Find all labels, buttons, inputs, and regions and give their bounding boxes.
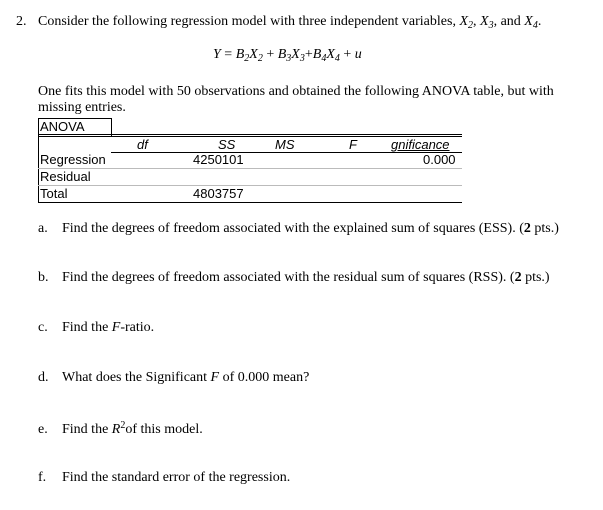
anova-bottom-rule [38, 202, 462, 203]
header-ms: MS [275, 137, 295, 152]
part-f: f. Find the standard error of the regression. [38, 470, 291, 485]
anova-title-top-border [38, 118, 111, 119]
intro-paragraph: One fits this model with 50 observations and obtained the following ANOVA table, but with missing entries. [38, 84, 554, 115]
header-significance: gnificance [391, 137, 450, 152]
part-d: d. What does the Significant F of 0.000 mean? [38, 370, 310, 385]
row-total-ss: 4803757 [193, 186, 244, 201]
row-total-label: Total [40, 186, 68, 201]
question-number: 2. [16, 14, 27, 29]
var-x2: $X_2$ [459, 14, 474, 31]
var-x4: $X_4$ [524, 14, 538, 31]
header-ss: SS [218, 137, 236, 152]
anova-row-rule-2 [38, 185, 462, 186]
row-regression-ss: 4250101 [193, 152, 244, 167]
row-residual-label: Residual [40, 169, 91, 184]
row-regression-label: Regression [40, 152, 106, 167]
question-intro: Consider the following regression model with three independent variables, $X_2$, $X_3$, and $X_4$. [38, 14, 542, 31]
header-df: df [137, 137, 148, 152]
anova-top-rule [38, 134, 462, 135]
anova-row-rule-1 [38, 168, 462, 169]
anova-left-border [38, 118, 39, 203]
anova-title-right-border [111, 118, 112, 136]
part-c: c. Find the F-ratio. [38, 320, 155, 335]
and-word: and [500, 14, 521, 29]
regression-equation: $Y = B_2X_2 + B_3X_3+B_4X_4 + u$ [213, 47, 362, 64]
part-a: a. Find the degrees of freedom associated with the explained sum of squares (ESS). (2 pts.) [38, 221, 559, 236]
part-e: e. Find the $R^2of$ this model. [38, 420, 203, 437]
header-f: F [349, 137, 357, 152]
intro-text: Consider the following regression model with three independent variables, [38, 14, 456, 29]
row-regression-sig: 0.000 [423, 152, 456, 167]
anova-header-rule [111, 152, 462, 153]
anova-title: ANOVA [40, 119, 85, 134]
part-b: b. Find the degrees of freedom associated with the residual sum of squares (RSS). (2 pts.) [38, 270, 550, 285]
var-x3: $X_3$ [480, 14, 494, 31]
